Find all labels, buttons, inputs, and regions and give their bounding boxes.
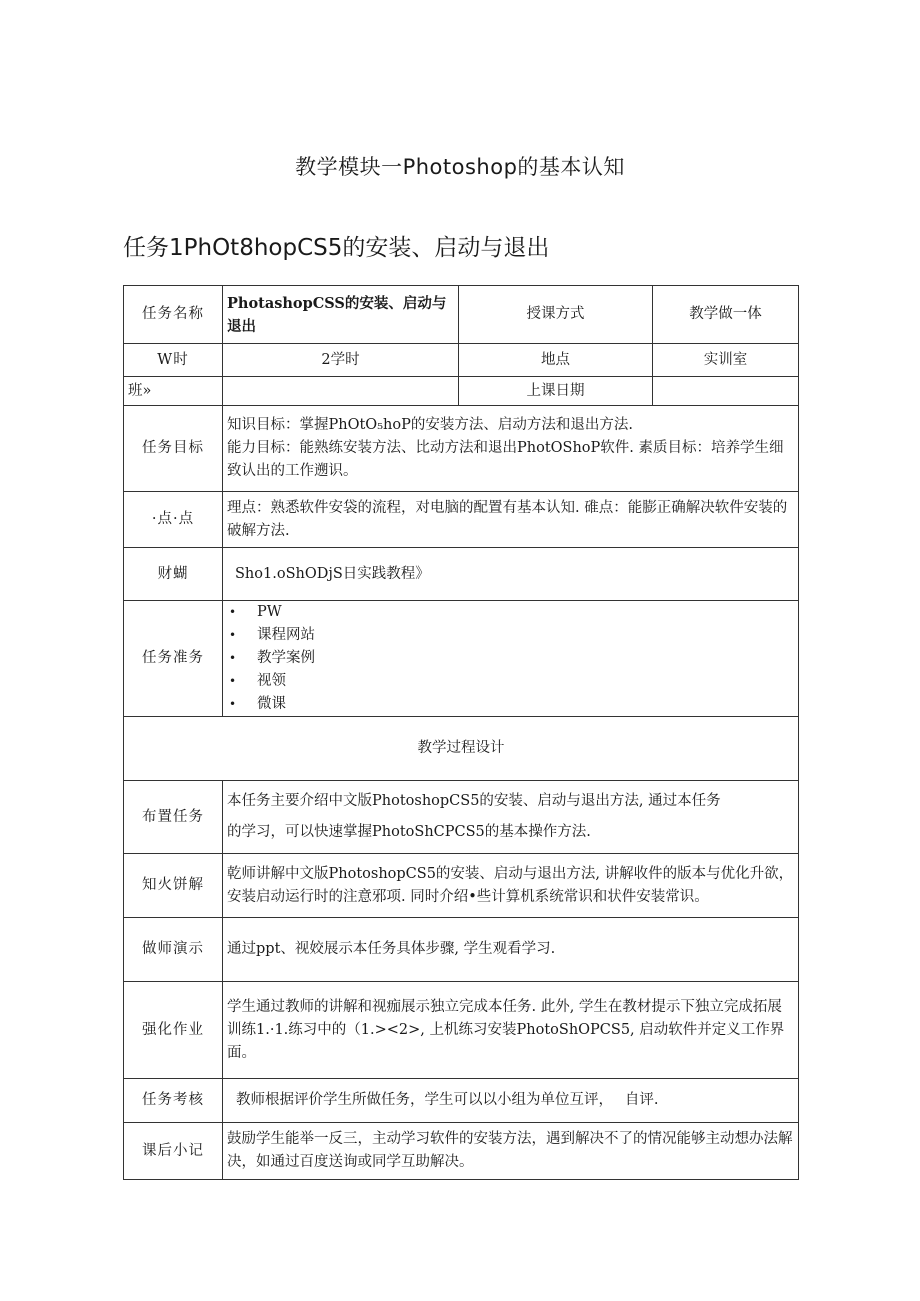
label-key-points: ·点·点	[124, 492, 223, 548]
row-material	[124, 548, 799, 601]
preparation-list	[227, 601, 794, 716]
row-goals	[124, 406, 799, 492]
row-section-header	[124, 717, 799, 781]
value-preparation	[223, 601, 799, 717]
row-assessment	[124, 1079, 799, 1123]
value-teaching-method: 教学做一体	[653, 286, 799, 344]
list-item: • 微课	[227, 693, 794, 716]
list-item: • 视领	[227, 670, 794, 693]
value-goals	[223, 406, 799, 492]
row-assign	[124, 781, 799, 854]
row-practice	[124, 982, 799, 1079]
assign-line-2: 的学习，可以快速掌握PhotoShCPCS5的基本操作方法.	[227, 824, 591, 840]
goal-ability: 能力目标：能熟练安装方法、比动方法和退出PhotOShoP软件. 素质目标：培养学生细致认出的工作遡识。	[227, 440, 784, 479]
value-demo: 通过ppt、视姣展示本任务具体步骤, 学生观看学习.	[223, 918, 799, 982]
label-teaching-method: 授课方式	[459, 286, 653, 344]
value-assign	[223, 781, 799, 854]
row-task-name	[124, 286, 799, 344]
value-place: 实训室	[653, 344, 799, 377]
value-key-points: 理点：熟悉软件安袋的流程，对电脑的配置有基本认知. 碓点：能膨正确解决软件安装的破解方法.	[223, 492, 799, 548]
value-hours: 2学时	[223, 344, 459, 377]
label-notes: 课后小记	[124, 1123, 223, 1180]
row-notes	[124, 1123, 799, 1180]
list-item: • PW	[227, 601, 794, 624]
value-date	[653, 377, 799, 406]
label-preparation: 任务准务	[124, 601, 223, 717]
row-key-points	[124, 492, 799, 548]
label-assessment: 任务考核	[124, 1079, 223, 1123]
row-preparation	[124, 601, 799, 717]
label-hours: W时	[124, 344, 223, 377]
label-place: 地点	[459, 344, 653, 377]
value-task-name: PhotashopCSS的安装、启动与退出	[223, 286, 459, 344]
label-material: 财蝴	[124, 548, 223, 601]
label-date: 上课日期	[459, 377, 653, 406]
list-item: • 教学案例	[227, 647, 794, 670]
assign-line-1: 本任务主要介绍中文版PhotoshopCS5的安装、启动与退出方法, 通过本任务	[227, 793, 721, 809]
goal-knowledge: 知识目标：掌握PhOtO₅hoP的安装方法、启动方法和退出方法.	[227, 417, 633, 433]
row-class	[124, 377, 799, 406]
document-title: 教学模块一Photoshop的基本认知	[295, 155, 625, 179]
label-practice: 强化作业	[124, 982, 223, 1079]
label-demo: 做师演示	[124, 918, 223, 982]
list-item: • 课程网站	[227, 624, 794, 647]
task-heading: 任务1PhOt8hopCS5的安装、启动与退出	[123, 235, 550, 261]
label-class: 班»	[124, 377, 223, 406]
value-class	[223, 377, 459, 406]
value-practice: 学生通过教师的讲解和视痂展示独立完成本任务. 此外, 学生在教材提示下独立完成拓展训练1.·1.练习中的（1.><2>, 上机练习安装PhotoShOPCS5, 启动软件并定义工作界面。	[223, 982, 799, 1079]
row-demo	[124, 918, 799, 982]
row-hours	[124, 344, 799, 377]
value-assessment: 教师根据评价学生所做任务，学生可以以小组为单位互评， 自评.	[223, 1079, 799, 1123]
section-process-design: 教学过程设计	[124, 717, 799, 781]
row-lecture	[124, 854, 799, 918]
label-assign: 布置任务	[124, 781, 223, 854]
label-lecture: 知火饼解	[124, 854, 223, 918]
label-goals: 任务目标	[124, 406, 223, 492]
value-material: Sho1.oShODjS日实践教程》	[223, 548, 799, 601]
value-lecture: 乾师讲解中文版PhotoshopCS5的安装、启动与退出方法, 讲解收件的版本与优化升欲，安装启动运行时的注意邪项. 同时介绍•些计算机系统常识和状件安装常识。	[223, 854, 799, 918]
label-task-name: 任务名称	[124, 286, 223, 344]
lesson-plan-table	[123, 285, 799, 1180]
value-notes: 鼓励学生能举一反三，主动学习软件的安装方法，遇到解决不了的情况能够主动想办法解决，如通过百度送询或同学互助解决。	[223, 1123, 799, 1180]
